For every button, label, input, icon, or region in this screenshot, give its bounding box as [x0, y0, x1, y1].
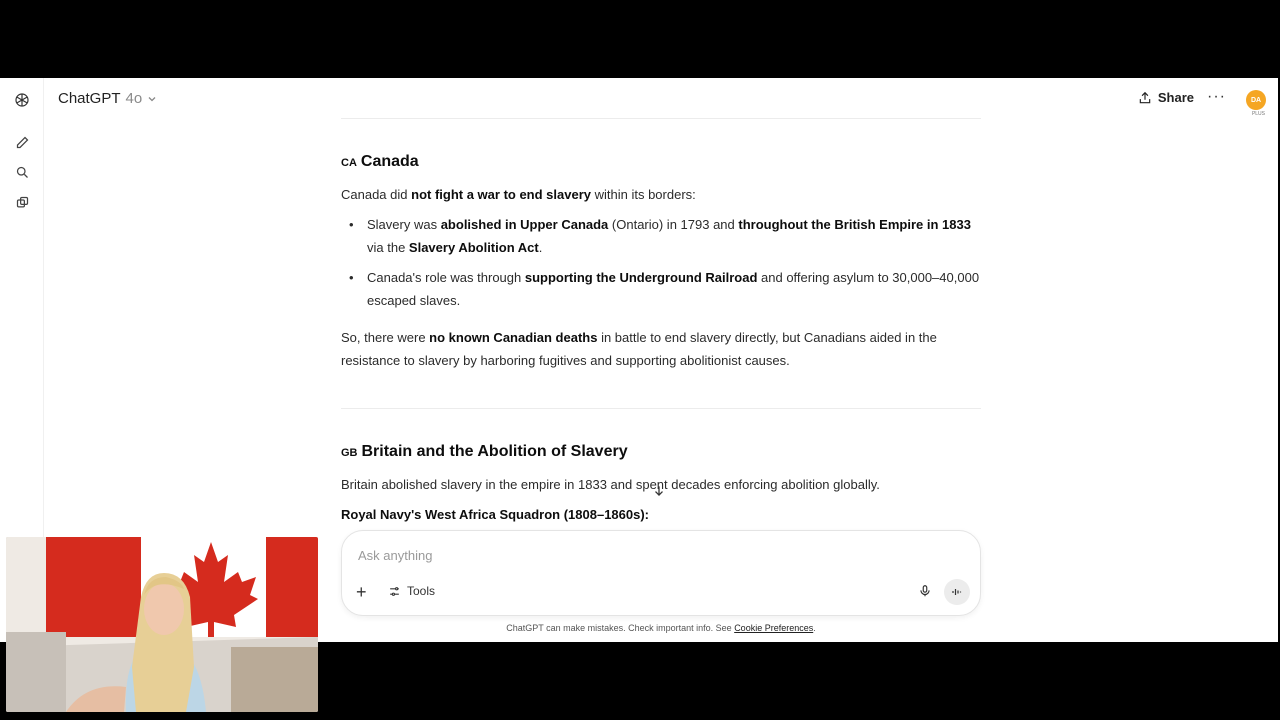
waveform-icon [951, 586, 963, 598]
top-bar [44, 78, 1278, 122]
text: and offering asylum to 30,000–40,000 escaped slaves. [367, 270, 980, 308]
text: via the [367, 240, 409, 255]
bold-text: Slavery Abolition Act [408, 240, 539, 255]
share-label: Share [1157, 90, 1194, 105]
list-item [349, 213, 987, 259]
text: (Ontario) in 1793 and [608, 217, 739, 232]
chevron-down-icon [147, 94, 157, 104]
bullet: • [349, 217, 354, 232]
section-heading-britain [341, 443, 628, 461]
prompt-input[interactable] [358, 543, 958, 567]
bullet: • [349, 270, 354, 285]
text: Slavery was [367, 217, 441, 232]
divider [341, 118, 981, 119]
more-options-button[interactable]: ··· [1207, 88, 1226, 105]
bold-text: throughout the British Empire in 1833 [738, 217, 971, 232]
bold-text: abolished in Upper Canada [440, 217, 609, 232]
bold-text: not fight a war to end slavery [411, 187, 591, 202]
bold-text: supporting the Underground Railroad [524, 270, 758, 285]
tools-button[interactable] [388, 584, 435, 598]
cookie-preferences-link[interactable]: Cookie Preferences [734, 623, 814, 633]
text: within its borders: [591, 187, 696, 202]
library-icon[interactable] [10, 190, 34, 214]
text: Canada did [341, 187, 412, 202]
share-button[interactable] [1138, 90, 1194, 105]
add-attachment-button[interactable]: + [356, 582, 367, 602]
britain-intro: Britain abolished slavery in the empire in 1833 and spent decades enforcing abolition globally. [341, 477, 880, 492]
model-name: ChatGPT [58, 90, 121, 107]
tools-icon [388, 585, 401, 598]
message-composer [341, 530, 981, 616]
text: in battle to end slavery directly, but Canadians aided in the resistance to slavery by harboring fugitives and supporting abolitionist causes. [341, 330, 937, 368]
tools-label: Tools [407, 584, 436, 598]
flag-gb-icon: GB [341, 447, 358, 459]
plan-badge: PLUS [1251, 111, 1265, 117]
text: . [538, 240, 543, 255]
disclaimer-text: ChatGPT can make mistakes. Check important info. See [506, 623, 735, 633]
flag-ca-icon: CA [341, 157, 357, 169]
disclaimer-end: . [813, 623, 816, 633]
canada-intro [341, 183, 986, 206]
text: So, there were [341, 330, 430, 345]
voice-mode-button[interactable] [944, 579, 970, 605]
webcam-feed [6, 537, 318, 712]
scroll-down-icon[interactable] [652, 484, 666, 501]
avatar[interactable]: DA [1246, 90, 1266, 110]
model-version: 4o [125, 90, 143, 107]
britain-subheading: Royal Navy's West Africa Squadron (1808–1860s): [341, 507, 650, 522]
search-icon[interactable] [10, 160, 34, 184]
webcam-overlay [6, 537, 318, 712]
bold-text: no known Canadian deaths [429, 330, 598, 345]
microphone-icon[interactable] [918, 583, 932, 604]
openai-logo-icon[interactable] [10, 88, 34, 112]
list-item [349, 266, 987, 312]
disclaimer [341, 623, 981, 633]
model-selector[interactable] [58, 90, 157, 107]
section-heading-canada [341, 153, 419, 171]
text: Canada's role was through [367, 270, 525, 285]
section-title: Britain and the Abolition of Slavery [361, 443, 628, 460]
new-chat-icon[interactable] [10, 130, 34, 154]
section-title: Canada [360, 153, 419, 170]
canada-summary [341, 326, 986, 372]
share-icon [1138, 91, 1152, 105]
divider [341, 408, 981, 409]
